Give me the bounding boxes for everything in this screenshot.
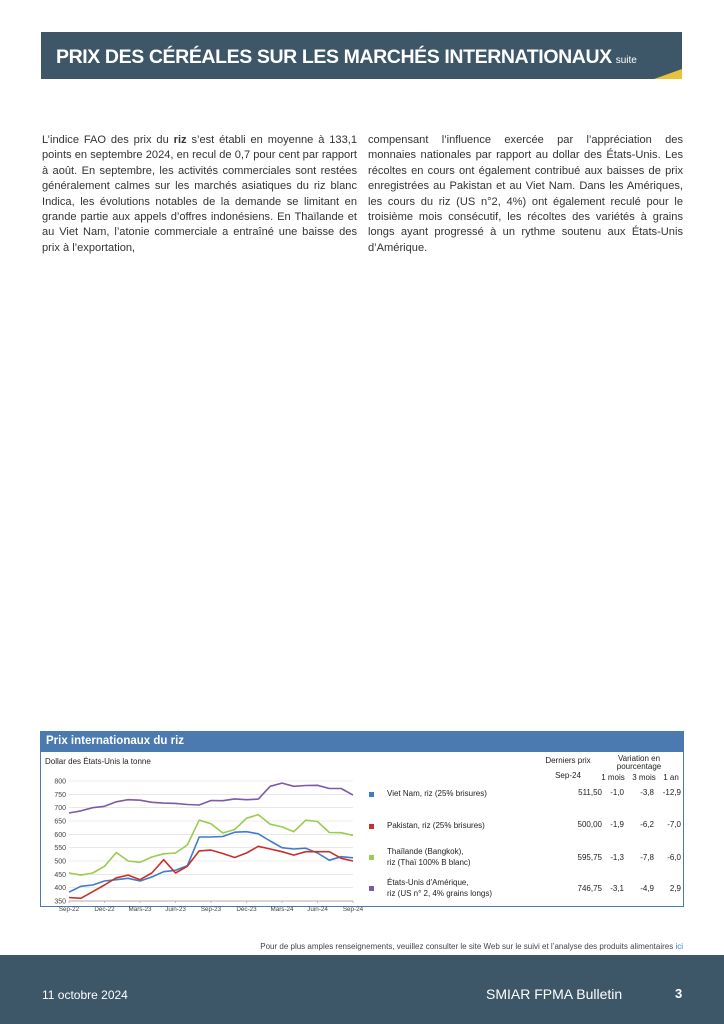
x-tick-label: Mars-24 [270,906,294,913]
page-footer [0,955,724,1024]
body-column-2: compensant l’influence exercée par l’appréciation des monnaies nationales par rapport au dollar des États-Unis. Les récoltes en cours ont également contribué aux baisses de prix enregistrées au Pakistan et au Viet Nam. Dans les Amériques, les cours du riz (US n°2, 4%) ont également reculé pour le troisième mois consécutif, les récoltes des variétés à grains longs ayant progressé à un rythme soutenu aux États-Unis d’Amérique. [368,134,683,254]
y-tick-label: 550 [54,845,66,853]
page-title: PRIX DES CÉRÉALES SUR LES MARCHÉS INTERNATIONAUX suite [56,46,637,68]
series-line [69,832,353,893]
table-row: Thaïlande (Bangkok), riz (Thaï 100% B blanc) 595,75 -1,3 -7,8 -6,0 [367,846,682,870]
col-1-month: 1 mois [601,773,625,782]
legend-swatch-thailand [369,855,374,860]
panel-title: Prix internationaux du riz [46,735,185,747]
col-1-year: 1 an [663,773,679,782]
rice-price-chart [41,768,364,913]
footer-date: 11 octobre 2024 [42,988,128,1002]
page-banner [41,32,682,79]
table-row: États-Unis d'Amérique, riz (US n° 2, 4% grains longs) 746,75 -3,1 -4,9 2,9 [367,877,682,901]
unit-label: Dollar des États-Unis la tonne [45,757,151,766]
y-tick-label: 350 [54,898,66,906]
series-line [69,846,353,898]
source-note: Pour de plus amples renseignements, veuillez consulter le site Web sur le suivi et l’analyse des produits alimentaires ici [260,942,683,951]
series-line [69,783,353,813]
y-tick-label: 500 [54,858,66,866]
table-row: Viet Nam, riz (25% brisures) 511,50 -1,0 -3,8 -12,9 [367,788,682,812]
y-tick-label: 650 [54,818,66,826]
x-tick-label: Déc-22 [94,906,115,913]
y-tick-label: 450 [54,871,66,879]
series-line [69,815,353,876]
y-tick-label: 400 [54,885,66,893]
body-column-1: L’indice FAO des prix du riz s’est établi en moyenne à 133,1 points en septembre 2024, en recul de 0,7 pour cent par rapport à août. En septembre, les activités commerciales sont restées généralement calmes sur les marchés asiatiques du riz blanc Indica, les évolutions notables de la demande se limitant en grande partie aux appels d’offres indonésiens. En Thaïlande et au Viet Nam, l’atonie commerciale a entraîné une baisse des prix à l’exportation, [42,134,357,254]
page-number: 3 [675,986,683,1001]
legend-swatch-usa [369,886,374,891]
col-3-months: 3 mois [632,773,656,782]
x-tick-label: Sep-24 [342,906,364,913]
rice-term: riz [173,134,187,146]
x-tick-label: Mars-23 [128,906,152,913]
variation-header: Variation en pourcentage [616,754,662,771]
source-link[interactable]: ici [675,942,683,951]
y-tick-label: 700 [54,805,66,813]
x-tick-label: Déc-23 [236,906,257,913]
panel-header [41,732,683,752]
table-row: Pakistan, riz (25% brisures) 500,00 -1,9 -6,2 -7,0 [367,820,682,844]
y-tick-label: 750 [54,791,66,799]
rice-price-panel [40,731,684,913]
y-tick-label: 800 [54,778,66,786]
x-tick-label: Juin-24 [307,906,328,913]
legend-swatch-pakistan [369,824,374,829]
x-tick-label: Sep-22 [58,906,80,913]
y-tick-label: 600 [54,831,66,839]
title-suite: suite [615,55,637,66]
x-tick-label: Juin-23 [165,906,186,913]
footer-bulletin: SMIAR FPMA Bulletin [486,986,623,1002]
banner-accent [654,69,682,79]
last-price-header: Derniers prix Sep-24 [545,756,591,780]
x-tick-label: Sep-23 [200,906,222,913]
legend-swatch-vietnam [369,792,374,797]
